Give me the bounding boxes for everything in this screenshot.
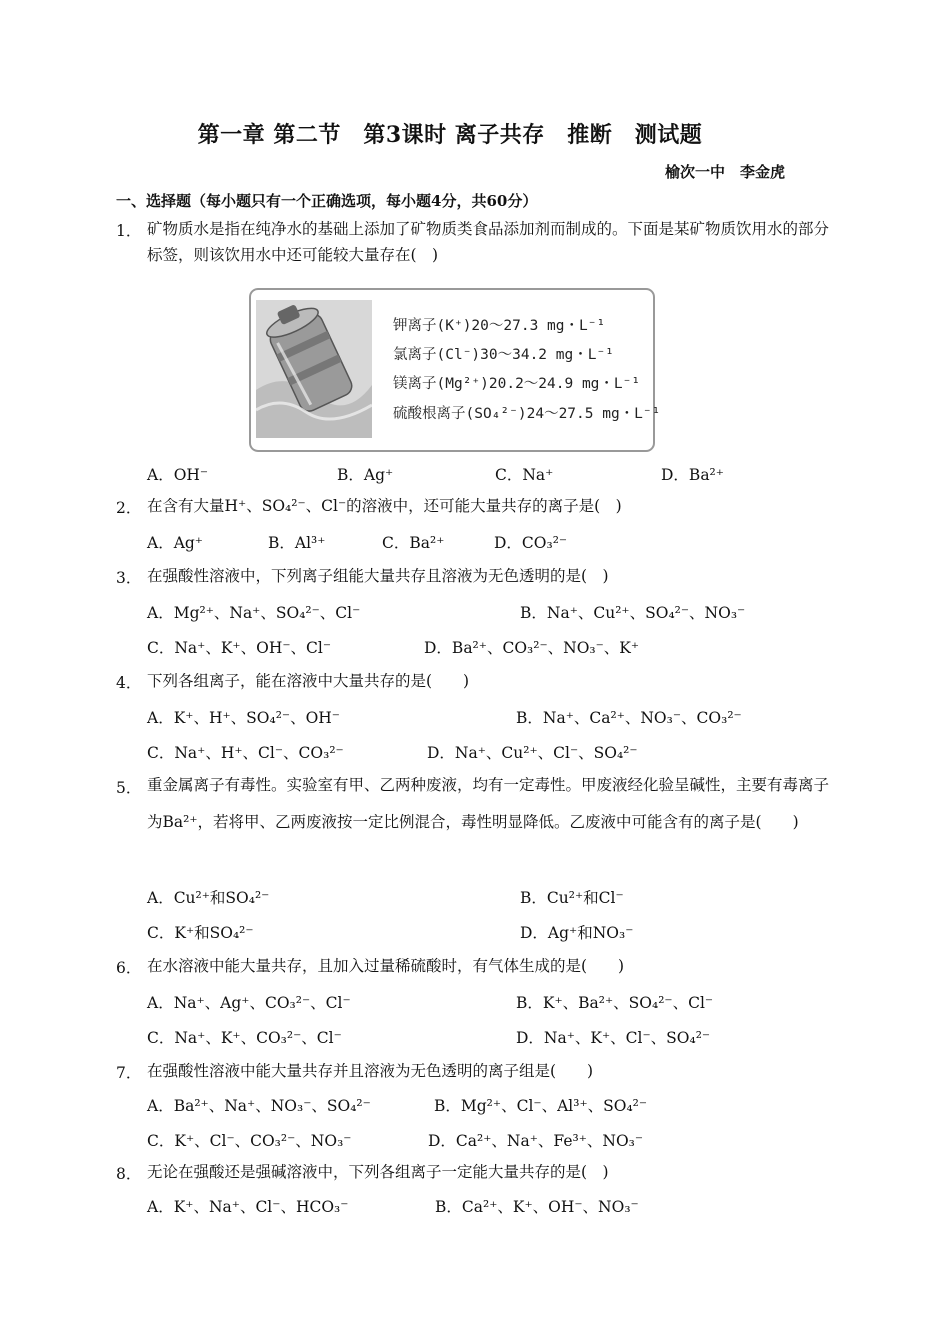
question-number: 7． — [116, 1064, 142, 1082]
question-text: 在强酸性溶液中，下列离子组能大量共存且溶液为无色透明的是( ) — [147, 567, 609, 585]
option-b: B．Mg²⁺、Cl⁻、Al³⁺、SO₄²⁻ — [434, 1097, 648, 1115]
question-number: 8． — [116, 1165, 142, 1183]
question-text: 下列各组离子，能在溶液中大量共存的是( ) — [147, 672, 470, 690]
option-d: D．Ag⁺和NO₃⁻ — [520, 924, 634, 942]
option-c: C．K⁺、Cl⁻、CO₃²⁻、NO₃⁻ — [147, 1132, 352, 1150]
option-a: A．K⁺、H⁺、SO₄²⁻、OH⁻ — [147, 709, 340, 727]
option-d: D．Na⁺、Cu²⁺、Cl⁻、SO₄²⁻ — [427, 744, 638, 762]
option-a: A．Mg²⁺、Na⁺、SO₄²⁻、Cl⁻ — [147, 604, 361, 622]
label-line-chloride: 氯离子(Cl⁻)30～34.2 mg・L⁻¹ — [393, 347, 614, 363]
option-b: B．Cu²⁺和Cl⁻ — [520, 889, 624, 907]
option-c: C．K⁺和SO₄²⁻ — [147, 924, 254, 942]
option-a: A．Ag⁺ — [147, 534, 203, 552]
label-line-sulfate: 硫酸根离子(SO₄²⁻)24～27.5 mg・L⁻¹ — [393, 406, 661, 422]
question-number: 1． — [116, 222, 142, 240]
author: 榆次一中 李金虎 — [665, 163, 786, 181]
option-b: B．Na⁺、Cu²⁺、SO₄²⁻、NO₃⁻ — [520, 604, 746, 622]
section-heading: 一、选择题（每小题只有一个正确选项，每小题4分，共60分） — [116, 192, 538, 210]
option-d: D．Ba²⁺ — [661, 466, 724, 484]
option-c: C．Ba²⁺ — [382, 534, 445, 552]
question-text: 在强酸性溶液中能大量共存并且溶液为无色透明的离子组是( ) — [147, 1062, 594, 1080]
question-number: 2． — [116, 499, 142, 517]
question-text: 重金属离子有毒性。实验室有甲、乙两种废液，均有一定毒性。甲废液经化验呈碱性，主要有毒离子为Ba²⁺，若将甲、乙两废液按一定比例混合，毒性明显降低。乙废液中可能含有的离子是( ) — [147, 776, 830, 831]
option-b: B．Al³⁺ — [268, 534, 326, 552]
option-d: D．Ba²⁺、CO₃²⁻、NO₃⁻、K⁺ — [424, 639, 640, 657]
option-a: A．Cu²⁺和SO₄²⁻ — [147, 889, 270, 907]
question-number: 4． — [116, 674, 142, 692]
question-text: 无论在强酸还是强碱溶液中，下列各组离子一定能大量共存的是( ) — [147, 1163, 609, 1181]
option-b: B．Ca²⁺、K⁺、OH⁻、NO₃⁻ — [435, 1198, 639, 1216]
option-c: C．Na⁺、K⁺、OH⁻、Cl⁻ — [147, 639, 332, 657]
question-text: 矿物质水是指在纯净水的基础上添加了矿物质类食品添加剂而制成的。下面是某矿物质饮用水的部分标签，则该饮用水中还可能较大量存在( ) — [147, 220, 830, 264]
option-c: C．Na⁺、K⁺、CO₃²⁻、Cl⁻ — [147, 1029, 342, 1047]
option-c: C．Na⁺、H⁺、Cl⁻、CO₃²⁻ — [147, 744, 344, 762]
option-d: D．CO₃²⁻ — [494, 534, 568, 552]
question-number: 6． — [116, 959, 142, 977]
option-d: D．Na⁺、K⁺、Cl⁻、SO₄²⁻ — [516, 1029, 711, 1047]
option-d: D．Ca²⁺、Na⁺、Fe³⁺、NO₃⁻ — [428, 1132, 644, 1150]
option-a: A．K⁺、Na⁺、Cl⁻、HCO₃⁻ — [147, 1198, 349, 1216]
question-text: 在含有大量H⁺、SO₄²⁻、Cl⁻的溶液中，还可能大量共存的离子是( ) — [147, 497, 622, 515]
option-b: B．Na⁺、Ca²⁺、NO₃⁻、CO₃²⁻ — [516, 709, 742, 727]
question-text: 在水溶液中能大量共存，且加入过量稀硫酸时，有气体生成的是( ) — [147, 957, 625, 975]
option-a: A．Ba²⁺、Na⁺、NO₃⁻、SO₄²⁻ — [147, 1097, 371, 1115]
label-line-potassium: 钾离子(K⁺)20～27.3 mg・L⁻¹ — [393, 318, 606, 334]
option-b: B．K⁺、Ba²⁺、SO₄²⁻、Cl⁻ — [516, 994, 714, 1012]
option-c: C．Na⁺ — [495, 466, 554, 484]
question-number: 3． — [116, 569, 142, 587]
label-line-magnesium: 镁离子(Mg²⁺)20.2～24.9 mg・L⁻¹ — [393, 376, 641, 392]
option-a: A．Na⁺、Ag⁺、CO₃²⁻、Cl⁻ — [147, 994, 351, 1012]
question-number: 5． — [116, 779, 142, 797]
water-bottle-image — [256, 300, 372, 438]
option-b: B．Ag⁺ — [337, 466, 394, 484]
option-a: A．OH⁻ — [147, 466, 209, 484]
page-title: 第一章 第二节 第3课时 离子共存 推断 测试题 — [197, 122, 703, 148]
